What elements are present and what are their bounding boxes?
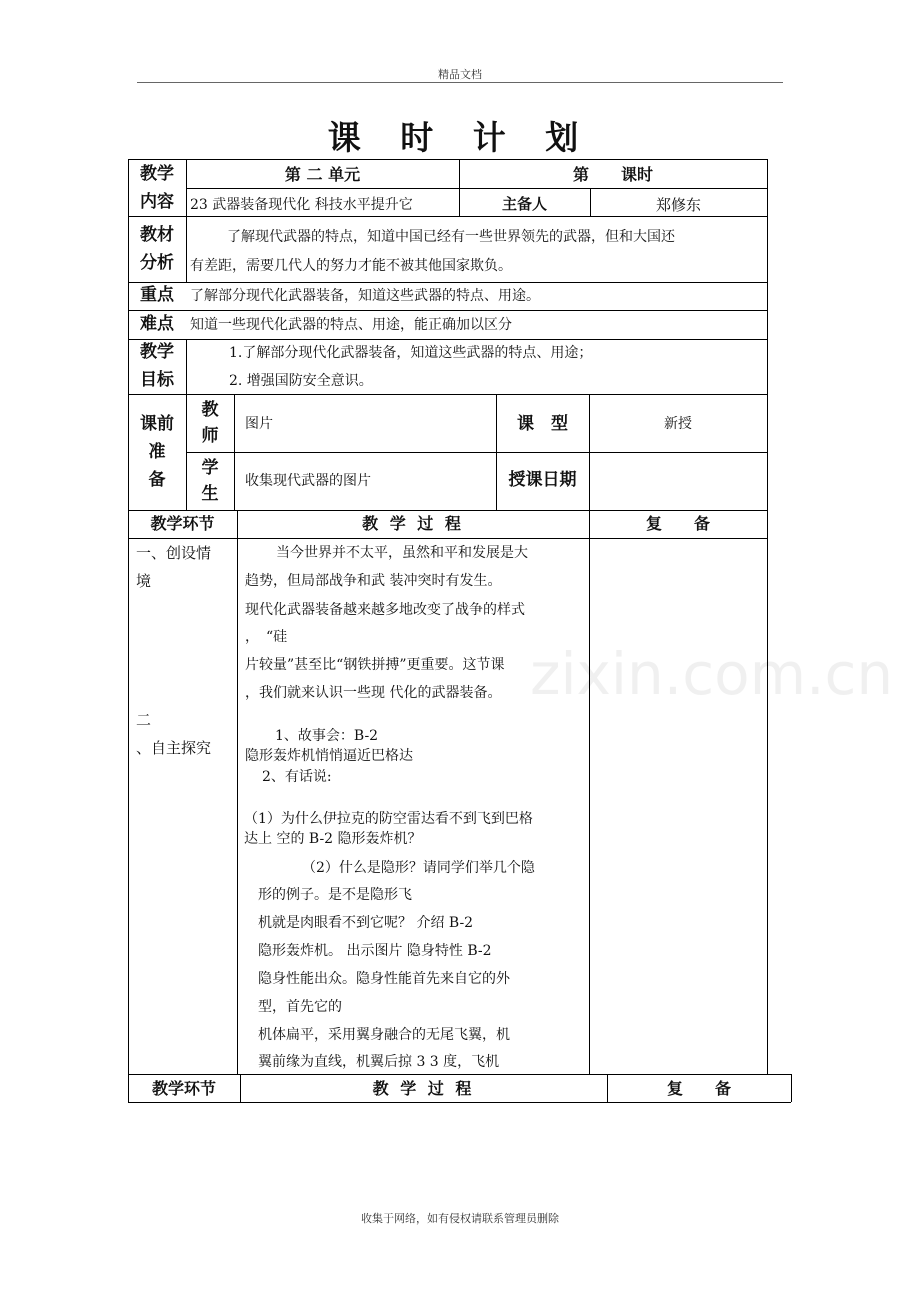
teacher-label: 教	[201, 400, 219, 420]
header-rule	[137, 82, 783, 83]
teacher-label: 师	[201, 426, 219, 446]
process-line: 型，首先它的	[258, 999, 342, 1015]
teacher-material: 图片	[245, 416, 273, 432]
table-rule	[237, 510, 238, 1074]
review-header: 复 备	[645, 514, 710, 533]
stage-header: 教学环节	[150, 514, 215, 533]
goal-item: 2. 增强国防安全意识。	[229, 373, 373, 389]
process-line: 现代化武器装备越来越多地改变了战争的样式	[245, 602, 525, 618]
process-line: 机就是肉眼看不到它呢？ 介绍 B-2	[258, 915, 474, 931]
table-rule	[128, 394, 767, 395]
content-label: 内容	[140, 192, 174, 212]
key-point-text: 了解部分现代化武器装备，知道这些武器的特点、用途。	[190, 288, 540, 304]
unit-cell: 第 二 单元	[284, 165, 361, 184]
process-header: 教 学 过 程	[362, 514, 464, 533]
table-rule	[128, 1074, 791, 1075]
process-line: ，我们就来认识一些现 代化的武器装备。	[245, 685, 502, 701]
date-label: 授课日期	[508, 470, 577, 490]
table-rule	[186, 188, 767, 189]
stage-header: 教学环节	[151, 1079, 216, 1098]
process-header: 教 学 过 程	[372, 1079, 475, 1098]
lesson-cell: 第 课时	[572, 165, 653, 184]
table-rule	[589, 510, 590, 1074]
preparer-name: 郑修东	[655, 196, 701, 214]
table-rule	[791, 1074, 792, 1102]
key-point-label: 重点	[140, 285, 174, 305]
review-header: 复 备	[666, 1079, 731, 1098]
process-line: （2）什么是隐形？请同学们举几个隐	[302, 860, 535, 876]
analysis-label: 分析	[140, 253, 174, 273]
analysis-label: 教材	[140, 225, 174, 245]
student-label: 生	[201, 484, 219, 504]
process-line: ， “硅	[245, 629, 288, 645]
watermark: zixin.com.cn	[530, 640, 894, 708]
table-rule	[128, 282, 767, 283]
table-rule	[128, 339, 767, 340]
process-line: 趋势，但局部战争和武 装冲突时有发生。	[245, 573, 502, 589]
process-line: 翼前缘为直线，机翼后掠 3 3 度，飞机	[258, 1054, 500, 1070]
table-rule	[767, 159, 768, 1074]
difficulty-text: 知道一些现代化武器的特点、用途，能正确加以区分	[190, 317, 512, 333]
topic-cell: 23 武器装备现代化 科技水平提升它	[190, 197, 413, 213]
process-line: 片较量”甚至比“钢铁拼搏”更重要。这节课	[245, 657, 505, 673]
lesson-type-label: 课 型	[517, 414, 568, 434]
table-rule	[589, 394, 590, 510]
table-rule	[128, 510, 767, 511]
process-line: 隐身性能出众。隐身性能首先来自它的外	[258, 971, 510, 987]
table-rule	[186, 452, 767, 453]
table-rule	[128, 310, 767, 311]
analysis-text: 了解现代武器的特点，知道中国已经有一些世界领先的武器，但和大国还	[227, 229, 675, 245]
stage-label: 二	[136, 711, 152, 729]
process-line: 隐形轰炸机悄悄逼近巴格达	[245, 748, 413, 764]
student-label: 学	[201, 458, 219, 478]
analysis-text: 有差距，需要几代人的努力才能不被其他国家欺负。	[190, 258, 512, 274]
stage-label: 境	[136, 572, 152, 590]
table-rule	[128, 216, 767, 217]
goal-item: 1.了解部分现代化武器装备，知道这些武器的特点、用途；	[229, 345, 593, 361]
goals-label: 教学	[140, 342, 174, 362]
student-material: 收集现代武器的图片	[245, 473, 371, 489]
goals-label: 目标	[140, 370, 174, 390]
preparer-label: 主备人	[501, 195, 547, 213]
table-rule	[128, 1102, 791, 1103]
process-line: 2、有话说:	[262, 769, 332, 785]
table-rule	[128, 159, 767, 160]
process-line: 当今世界并不太平，虽然和平和发展是大	[276, 545, 528, 561]
table-rule	[234, 394, 235, 510]
table-rule	[186, 339, 187, 394]
table-rule	[128, 538, 767, 539]
page-footer: 收集于网络，如有侵权请联系管理员删除	[361, 1212, 559, 1225]
stage-label: 、自主探究	[136, 739, 212, 757]
process-line: 机体扁平，采用翼身融合的无尾飞翼，机	[258, 1027, 510, 1043]
process-line: 形的例子。是不是隐形飞	[258, 887, 412, 903]
content-label: 教学	[140, 164, 174, 184]
lesson-type-value: 新授	[664, 416, 692, 432]
process-line: 达上 空的 B-2 隐形轰炸机？	[244, 831, 422, 847]
page-title: 课 时 计 划	[327, 118, 593, 157]
table-rule	[496, 394, 497, 510]
page-header: 精品文档	[438, 68, 482, 81]
process-line: 1、故事会：B-2	[275, 728, 379, 744]
process-line: （1）为什么伊拉克的防空雷达看不到飞到巴格	[244, 811, 533, 827]
difficulty-label: 难点	[140, 314, 174, 334]
process-line: 隐形轰炸机。 出示图片 隐身特性 B-2	[258, 943, 492, 959]
prep-label: 准	[148, 442, 166, 462]
stage-label: 一、创设情	[136, 544, 212, 562]
prep-label: 课前	[140, 414, 174, 434]
prep-label: 备	[148, 470, 166, 490]
